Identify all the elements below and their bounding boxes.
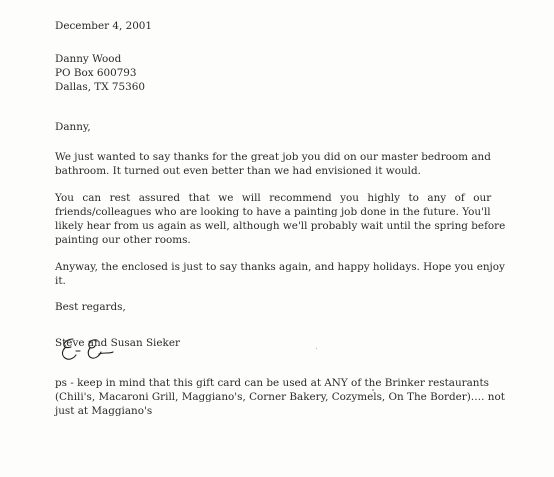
paragraph-1-line: We just wanted to say thanks for the great job you did on our master bedroom and bbox=[55, 151, 491, 163]
paragraph-1 bbox=[55, 150, 503, 178]
handwritten-signature bbox=[59, 334, 139, 364]
recipient-po-box: PO Box 600793 bbox=[55, 67, 137, 79]
postscript-line: ps - keep in mind that this gift card can be used at ANY of the Brinker restaurants bbox=[55, 377, 489, 389]
postscript-line: just at Maggiano's bbox=[55, 405, 153, 417]
paper-speck bbox=[316, 348, 317, 349]
closing: Best regards, bbox=[55, 301, 126, 313]
paragraph-2-line: friends/colleagues who are looking to have a painting job done in the future. You'll bbox=[55, 206, 491, 218]
paper-speck bbox=[372, 389, 374, 391]
salutation: Danny, bbox=[55, 121, 91, 133]
signer-name: Steve and Susan Sieker bbox=[55, 337, 180, 349]
recipient-city-state-zip: Dallas, TX 75360 bbox=[55, 81, 145, 93]
postscript-line: (Chili's, Macaroni Grill, Maggiano's, Corner Bakery, Cozymels, On The Border)…. not bbox=[55, 391, 505, 403]
postscript bbox=[55, 376, 503, 418]
paragraph-2 bbox=[55, 191, 506, 247]
paragraph-3-line: it. bbox=[55, 275, 66, 287]
paragraph-2-line: likely hear from us again as well, although we'll probably wait until the spring before bbox=[55, 220, 506, 232]
paragraph-3 bbox=[55, 260, 503, 288]
recipient-address bbox=[55, 52, 503, 94]
recipient-name: Danny Wood bbox=[55, 53, 122, 65]
paragraph-3-line: Anyway, the enclosed is just to say thanks again, and happy holidays. Hope you enjoy bbox=[55, 261, 505, 273]
paragraph-2-line: You can rest assured that we will recommend you highly to any of our bbox=[55, 192, 492, 204]
paragraph-2-line: painting our other rooms. bbox=[55, 234, 191, 246]
paragraph-1-line: bathroom. It turned out even better than we had envisioned it would. bbox=[55, 165, 421, 177]
letter-date: December 4, 2001 bbox=[55, 20, 153, 32]
